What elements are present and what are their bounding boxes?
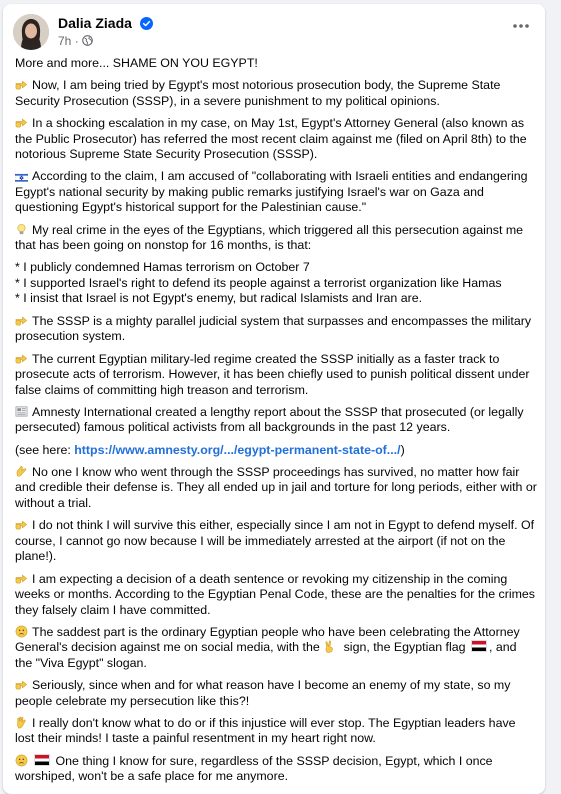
- paragraph-text: Now, I am being tried by Egypt's most notorious prosecution body, the Supreme State Security Prosecution (SSSP), in a severe punishment to my political opinions.: [15, 78, 501, 108]
- post-paragraph: [15, 78, 537, 109]
- post-paragraph: [15, 169, 537, 216]
- egypt-flag-icon: [471, 640, 487, 652]
- link-suffix: ): [400, 442, 405, 457]
- amnesty-report-link[interactable]: https://www.amnesty.org/.../egypt-permanent-state-of.../: [74, 442, 401, 457]
- paragraph-text: According to the claim, I am accused of "collaborating with Israeli entities and endangering Egypt's national security by making public remarks justifying Israel's war on Gaza and questioning Egypt's historical support for the Palestinian cause.": [15, 169, 528, 215]
- post-paragraph: [15, 625, 537, 672]
- meta-separator: ·: [74, 34, 83, 48]
- post-paragraph: [15, 754, 537, 785]
- bullet-line: * I supported Israel's right to defend its people against a terrorist organization like Hamas: [15, 275, 502, 290]
- verified-badge-icon: [140, 17, 153, 30]
- post-paragraph: [15, 352, 537, 399]
- post-paragraph: [15, 223, 537, 254]
- pointing-hand-icon: [15, 572, 28, 585]
- post-paragraph: [15, 116, 537, 163]
- paragraph-text: The SSSP is a mighty parallel judicial system that surpasses and encompasses the military prosecution system.: [15, 313, 532, 344]
- sad-face-icon: [15, 625, 28, 638]
- lightbulb-icon: [15, 223, 28, 236]
- post-meta: [58, 34, 93, 48]
- link-prefix: (see here:: [15, 442, 75, 457]
- author-name-text[interactable]: Dalia Ziada: [58, 15, 132, 31]
- post-paragraph: [15, 443, 537, 459]
- paragraph-text: In a shocking escalation in my case, on May 1st, Egypt's Attorney General (also known as the Public Prosecutor) has referred the most recent claim against me (filed on April 8th) to the notorious Supreme State Security Prosecution (SSSP).: [15, 116, 527, 162]
- post-timestamp[interactable]: 7h: [58, 34, 72, 48]
- more-options-icon[interactable]: [511, 20, 531, 32]
- globe-icon: [82, 35, 93, 46]
- paragraph-text: My real crime in the eyes of the Egyptians, which triggered all this persecution against me that has been going on nonstop for 16 months, is that:: [15, 222, 524, 253]
- post-paragraph: [15, 260, 537, 307]
- israel-flag-icon: [15, 171, 28, 184]
- raised-hand-icon: [15, 716, 28, 729]
- pointing-hand-icon: [15, 78, 28, 91]
- egypt-flag-icon: [34, 754, 50, 766]
- paragraph-text: One thing I know for sure, regardless of the SSSP decision, Egypt, which I once worshiped, won't be a safe place for me anymore.: [15, 753, 493, 784]
- paragraph-text: I am expecting a decision of a death sentence or revoking my citizenship in the coming weeks or months. According to the Egyptian Penal Code, these are the penalties for the crimes they falsely claim I have committed.: [15, 571, 536, 617]
- paragraph-text: More and more... SHAME ON YOU EGYPT!: [15, 56, 258, 70]
- paragraph-text: No one I know who went through the SSSP proceedings has survived, no matter how fair and credible their defense is. They all ended up in jail and torture for long periods, either with or without a trial.: [15, 464, 537, 510]
- post-paragraph: [15, 572, 537, 619]
- paragraph-text: The current Egyptian military-led regime created the SSSP initially as a faster track to prosecute acts of terrorism. However, it has been chiefly used to punish political dissent under false claims of committing high treason and terrorism.: [15, 351, 530, 397]
- bullet-line: * I insist that Israel is not Egypt's enemy, but radical Islamists and Iran are.: [15, 291, 423, 306]
- pointing-hand-icon: [15, 352, 28, 365]
- post-header: [3, 4, 545, 50]
- paragraph-text: , and the "Viva Egypt" slogan.: [15, 640, 517, 670]
- paragraph-text: Seriously, since when and for what reason have I become an enemy of my state, so my people celebrate my persecution like this?!: [15, 678, 511, 708]
- pointing-hand-icon: [15, 116, 28, 129]
- author-name[interactable]: [58, 15, 153, 31]
- post-paragraph: [15, 56, 537, 72]
- post-paragraph: [15, 518, 537, 565]
- sad-face-icon: [15, 754, 28, 767]
- pointing-hand-icon: [15, 678, 28, 691]
- paragraph-text: sign, the Egyptian flag: [340, 640, 469, 655]
- pointing-hand-icon: [15, 314, 28, 327]
- post-paragraph: [15, 465, 537, 512]
- post-paragraph: [15, 405, 537, 436]
- post-paragraph: [15, 314, 537, 345]
- post-paragraph: [15, 716, 537, 747]
- paragraph-text: The saddest part is the ordinary Egyptian people who have been celebrating the Attorney General's decision against me on social media, with the: [15, 624, 520, 655]
- pointing-hand-icon: [15, 518, 28, 531]
- post-paragraph: [15, 678, 537, 709]
- paragraph-text: I do not think I will survive this either, especially since I am not in Egypt to defend myself. Of course, I cannot go now because I will be immediately arrested at the airport (if not on the plane!).: [15, 518, 535, 564]
- newspaper-icon: [15, 405, 28, 418]
- victory-hand-icon: [323, 640, 336, 653]
- post-body: [15, 56, 537, 792]
- pinching-hand-icon: [15, 465, 28, 478]
- paragraph-text: I really don't know what to do or if this injustice will ever stop. The Egyptian leaders have lost their minds! I taste a painful resentment in my heart right now.: [15, 715, 516, 746]
- bullet-line: * I publicly condemned Hamas terrorism on October 7: [15, 260, 310, 275]
- post-card: [3, 4, 545, 794]
- author-avatar[interactable]: [13, 14, 49, 50]
- paragraph-text: Amnesty International created a lengthy report about the SSSP that prosecuted (or legally persecuted) famous political activists from all backgrounds in the past 12 years.: [15, 404, 524, 435]
